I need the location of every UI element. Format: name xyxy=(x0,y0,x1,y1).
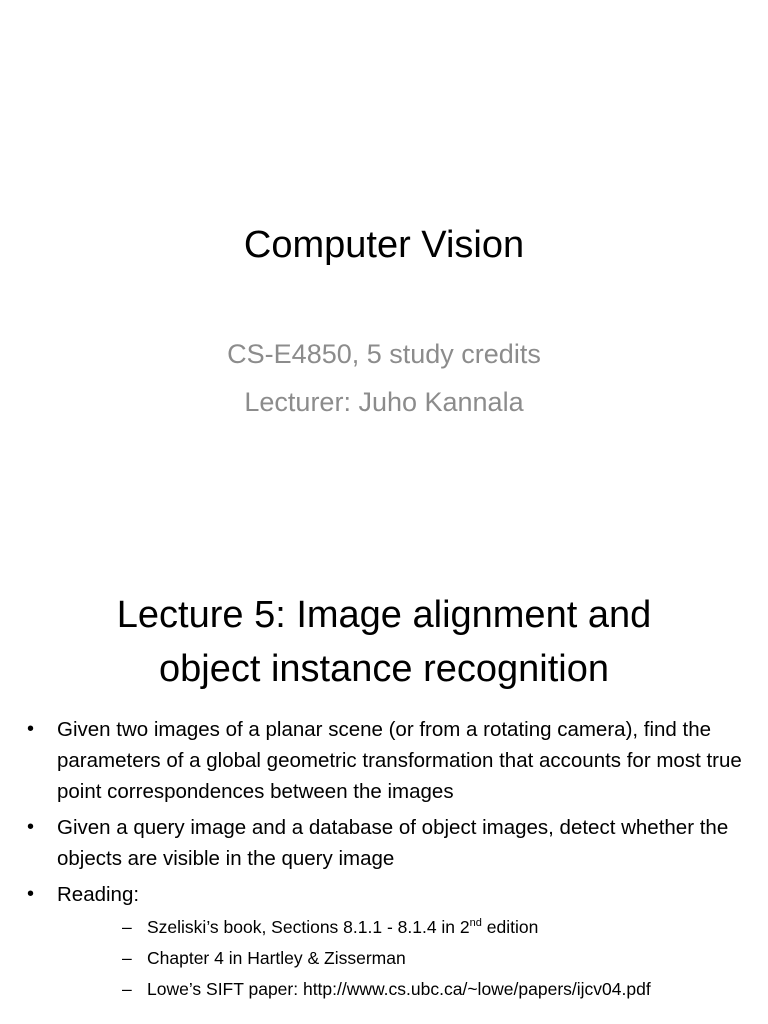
bullet-icon: • xyxy=(27,718,35,740)
reading-text: Szeliski’s book, Sections 8.1.1 - 8.1.4 in 2nd edition xyxy=(147,917,539,937)
lecture-slide xyxy=(0,580,768,1024)
lecture-title-line-1: Lecture 5: Image alignment and xyxy=(116,594,652,636)
reading-item xyxy=(57,974,756,1005)
dash-icon: – xyxy=(122,979,132,999)
bullet-text: Given a query image and a database of object images, detect whether the objects are visible in the query image xyxy=(57,816,729,870)
bullet-icon: • xyxy=(27,816,35,838)
dash-icon: – xyxy=(122,917,132,937)
course-title: Computer Vision xyxy=(243,224,525,266)
reading-text: Chapter 4 in Hartley & Zisserman xyxy=(147,948,406,968)
reading-list xyxy=(57,912,756,1005)
bullet-item xyxy=(0,879,768,1005)
bullet-item xyxy=(0,812,768,874)
bullet-icon: • xyxy=(27,883,35,905)
reading-text: Lowe’s SIFT paper: http://www.cs.ubc.ca/~lowe/papers/ijcv04.pdf xyxy=(147,979,651,999)
bullet-text: Reading: xyxy=(57,883,140,906)
lecturer-name: Lecturer: Juho Kannala xyxy=(244,387,524,417)
reading-item xyxy=(57,912,756,943)
lecture-title-line-2: object instance recognition xyxy=(159,648,609,690)
course-code-credits: CS-E4850, 5 study credits xyxy=(227,339,541,369)
dash-icon: – xyxy=(122,948,132,968)
lecture-title xyxy=(0,588,768,696)
reading-item xyxy=(57,943,756,974)
bullet-item xyxy=(0,714,768,807)
bullet-list xyxy=(0,714,768,1010)
bullet-text: Given two images of a planar scene (or from a rotating camera), find the parameters of a global geometric transformation that accounts for most true point correspondences between the images xyxy=(57,718,742,803)
